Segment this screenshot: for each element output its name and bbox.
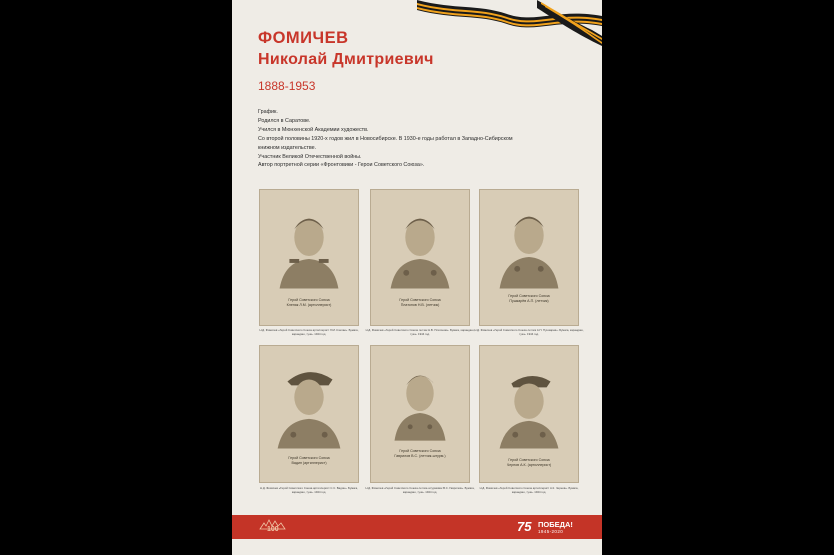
victory-75-logo [517,518,597,536]
portrait-drawing [370,345,470,483]
portrait-drawing [259,189,359,326]
portrait-inscription: Пушкарёв А.П. (летчик) [509,299,549,303]
portrait-inscription: Чернов А.К. (артиллерист) [506,463,552,467]
portrait-drawing [370,189,470,326]
bio-line: Автор портретной серии «Фронтовики - Герои Советского Союза». [258,162,425,169]
portrait-inscription: Герой Советского Союза [508,294,550,298]
artist-name: Николай Дмитриевич [258,51,434,68]
portrait-inscription: Герой Советского Союза [288,298,330,302]
portrait-inscription: Клепак Л.М. (артиллерист) [286,303,332,307]
centenary-logo [258,517,288,537]
exhibition-poster [232,0,602,555]
bio-line: Учился в Мюнхенской Академии художеств. [258,126,369,133]
portrait-inscription: Герой Советского Союза [288,456,330,460]
portrait-inscription: Вадин (артиллерист) [291,461,327,465]
portrait-caption: Н.Д. Фомичев «Герой Советского Союза артиллерист А.К. Чернов». Бумага, карандаш, тушь. 1944 год. [479,486,579,494]
centenary-number: 100 [267,526,279,533]
victory-title: ПОБЕДА! [538,520,573,529]
portrait-drawing [479,345,579,483]
bio-line: книжном издательстве. [258,144,317,151]
portrait-caption: Н.Д. Фомичев «Герой Советского Союза летчик А.П. Пушкарев». Бумага, карандаш, тушь. 1944 год. [474,328,584,336]
portrait-inscription: Платонов Н.В. (летчик) [400,303,440,307]
bio-line: Участник Великой Отечественной войны. [258,153,362,160]
bio-line: График. [258,109,278,115]
bio-line: Со второй половины 1920-х годов жил в Новосибирске. В 1930-е годы работал в Западно-Сибирском [258,135,513,142]
portrait-inscription: Герой Советского Союза [399,298,441,302]
portrait-inscription: Герой Советского Союза [399,449,441,453]
portrait-drawing [479,189,579,326]
portrait-caption: Н.Д. Фомичев «Герой Советского Союза артиллерист С.С. Вадин». Бумага, карандаш, тушь. 1944 год. [260,486,358,494]
portrait-caption: Н.Д. Фомичев «Герой Советского Союза летчик-штурмовик В.С. Гаврилов». Бумага, карандаш, тушь. 1944 год. [365,486,475,494]
portrait-inscription: Герой Советского Союза [508,458,550,462]
portrait-inscription: Гаврилов В.С. (летчик-штурм.) [394,454,446,458]
st-george-ribbon [417,0,602,48]
artist-life-years: 1888-1953 [258,79,316,93]
portrait-drawing [259,345,359,483]
biography [258,108,588,170]
bio-line: Родился в Саратове. [258,117,311,124]
victory-75-number: 75 [517,519,532,534]
victory-years: 1945-2020 [538,529,564,534]
portrait-caption: Н.Д. Фомичев «Герой Советского Союза артиллерист Л.М. Клепак». Бумага, карандаш, тушь. 1944 год. [259,328,359,336]
artist-surname: ФОМИЧЕВ [258,29,349,47]
footer-band [232,515,602,539]
portrait-caption: Н.Д. Фомичев «Герой Советского Союза летчик Н.В. Платонов». Бумага, карандаш, тушь. 1944 год. [365,328,475,336]
